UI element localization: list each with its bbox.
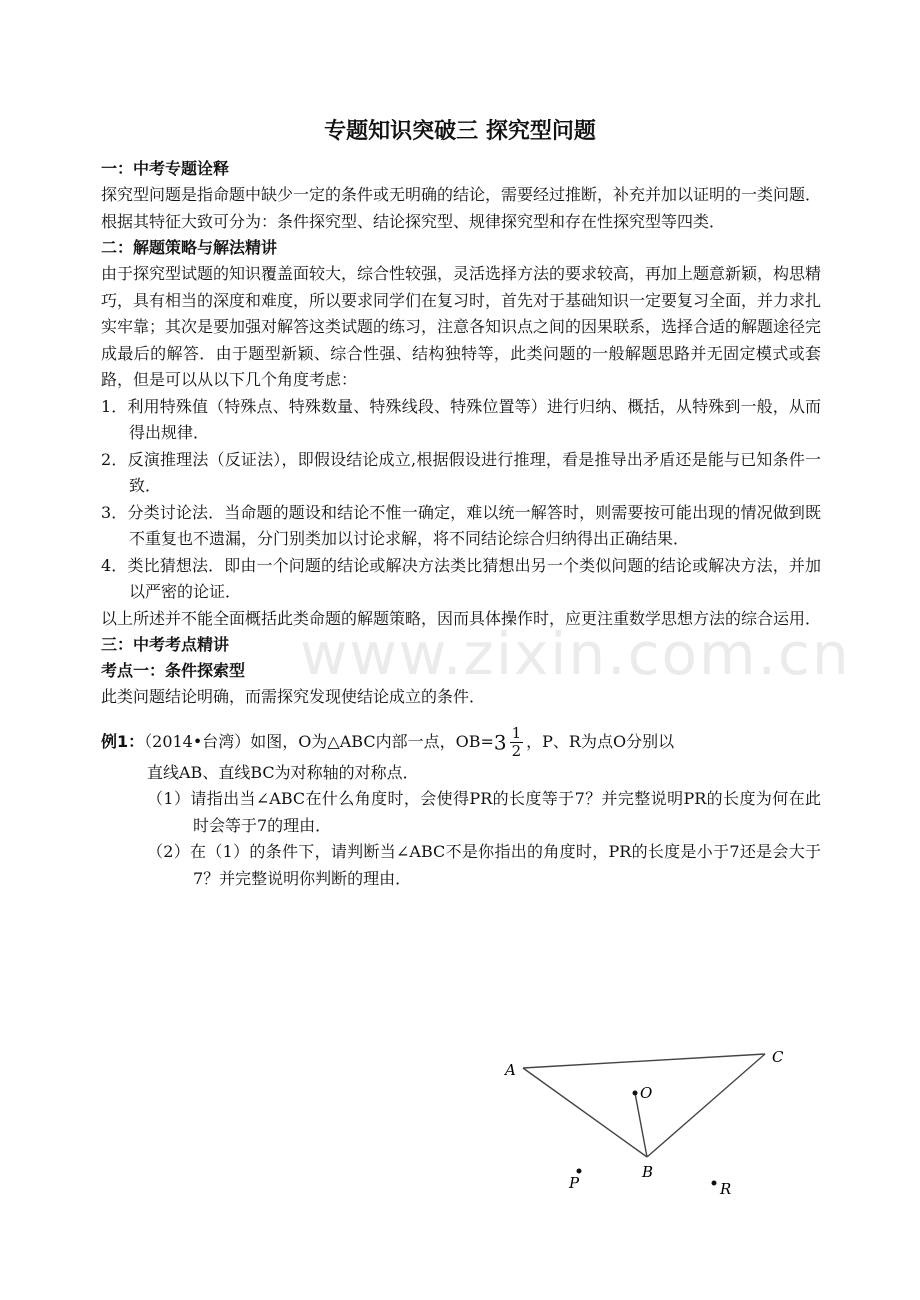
example-intro-text: （2014•台湾）如图，O为△ABC内部一点，OB= xyxy=(144,731,494,751)
strategy-item-1: 1．利用特殊值（特殊点、特殊数量、特殊线段、特殊位置等）进行归纳、概括，从特殊到一般，从而得出规律． xyxy=(101,396,821,442)
fraction-whole: 3 xyxy=(493,730,507,754)
example-intro-cont: 直线AB、直线BC为对称轴的对称点． xyxy=(147,762,419,782)
segment-ob xyxy=(635,1093,647,1157)
segment-cb xyxy=(647,1054,765,1157)
topic-1-heading: 考点一：条件探索型 xyxy=(101,661,246,680)
topic-1-text: 此类问题结论明确，而需探究发现使结论成立的条件． xyxy=(101,687,486,706)
strategy-item-2: 2．反演推理法（反证法），即假设结论成立,根据假设进行推理，看是推导出矛盾还是能与已知条件一致． xyxy=(101,449,821,495)
label-c: C xyxy=(772,1048,784,1066)
label-o: O xyxy=(640,1084,653,1102)
example-body xyxy=(101,760,821,893)
segment-ac xyxy=(523,1054,765,1068)
label-a: A xyxy=(505,1061,516,1079)
page-title: 专题知识突破三 探究型问题 xyxy=(324,119,596,144)
label-r: R xyxy=(720,1180,732,1198)
section-1-heading: 一：中考专题诠释 xyxy=(101,159,230,178)
section-1-text: 探究型问题是指命题中缺少一定的条件或无明确的结论，需要经过推断，补充并加以证明的一类问题．根据其特征大致可分为：条件探究型、结论探究型、规律探究型和存在性探究型等四类． xyxy=(101,185,822,231)
example-intro-after: ，P、R为点O分别以 xyxy=(526,731,675,751)
point-r xyxy=(712,1181,717,1186)
strategy-item-4: 4．类比猜想法．即由一个问题的结论或解决方法类比猜想出另一个类似问题的结论或解决方法，并加以严密的论证． xyxy=(101,555,821,601)
example-1-intro xyxy=(101,725,821,760)
example-label: 例1： xyxy=(101,731,145,751)
section-2-heading: 二：解题策略与解法精讲 xyxy=(101,238,278,257)
section-3-heading: 三：中考考点精讲 xyxy=(101,635,230,654)
label-b: B xyxy=(642,1163,654,1181)
section-2-closing: 以上所述并不能全面概括此类命题的解题策略，因而具体操作时，应更注重数学思想方法的综合运用． xyxy=(101,608,822,628)
question-1: （1）请指出当∠ABC在什么角度时，会使得PR的长度等于7？并完整说明PR的长度为何在此时会等于7的理由． xyxy=(147,789,821,835)
triangle-figure xyxy=(495,1040,795,1200)
document-body xyxy=(101,156,821,892)
point-p xyxy=(577,1169,582,1174)
point-o xyxy=(633,1091,638,1096)
segment-ab xyxy=(523,1068,647,1157)
label-p: P xyxy=(569,1174,580,1192)
fraction xyxy=(510,725,524,760)
watermark: www.zixin.com.cn xyxy=(300,620,851,688)
section-2-text: 由于探究型试题的知识覆盖面较大，综合性较强，灵活选择方法的要求较高，再加上题意新颖，构思精巧，具有相当的深度和难度，所以要求同学们在复习时，首先对于基础知识一定要复习全面，并力求扎实牢靠；其次是要加强对解答这类试题的练习，注意各知识点之间的因果联系，选择合适的解题途径完成最后的解答．由于题型新颖、综合性强、结构独特等，此类问题的一般解题思路并无固定模式或套路，但是可以从以下几个角度考虑： xyxy=(101,264,822,389)
question-2: （2）在（1）的条件下，请判断当∠ABC不是你指出的角度时，PR的长度是小于7还是会大于7？并完整说明你判断的理由． xyxy=(147,842,821,888)
fraction-denominator: 2 xyxy=(511,741,522,760)
strategy-item-3: 3．分类讨论法．当命题的题设和结论不惟一确定，难以统一解答时，则需要按可能出现的情况做到既不重复也不遗漏，分门别类加以讨论求解，将不同结论综合归纳得出正确结果． xyxy=(101,502,821,548)
fraction-numerator: 1 xyxy=(511,723,522,742)
